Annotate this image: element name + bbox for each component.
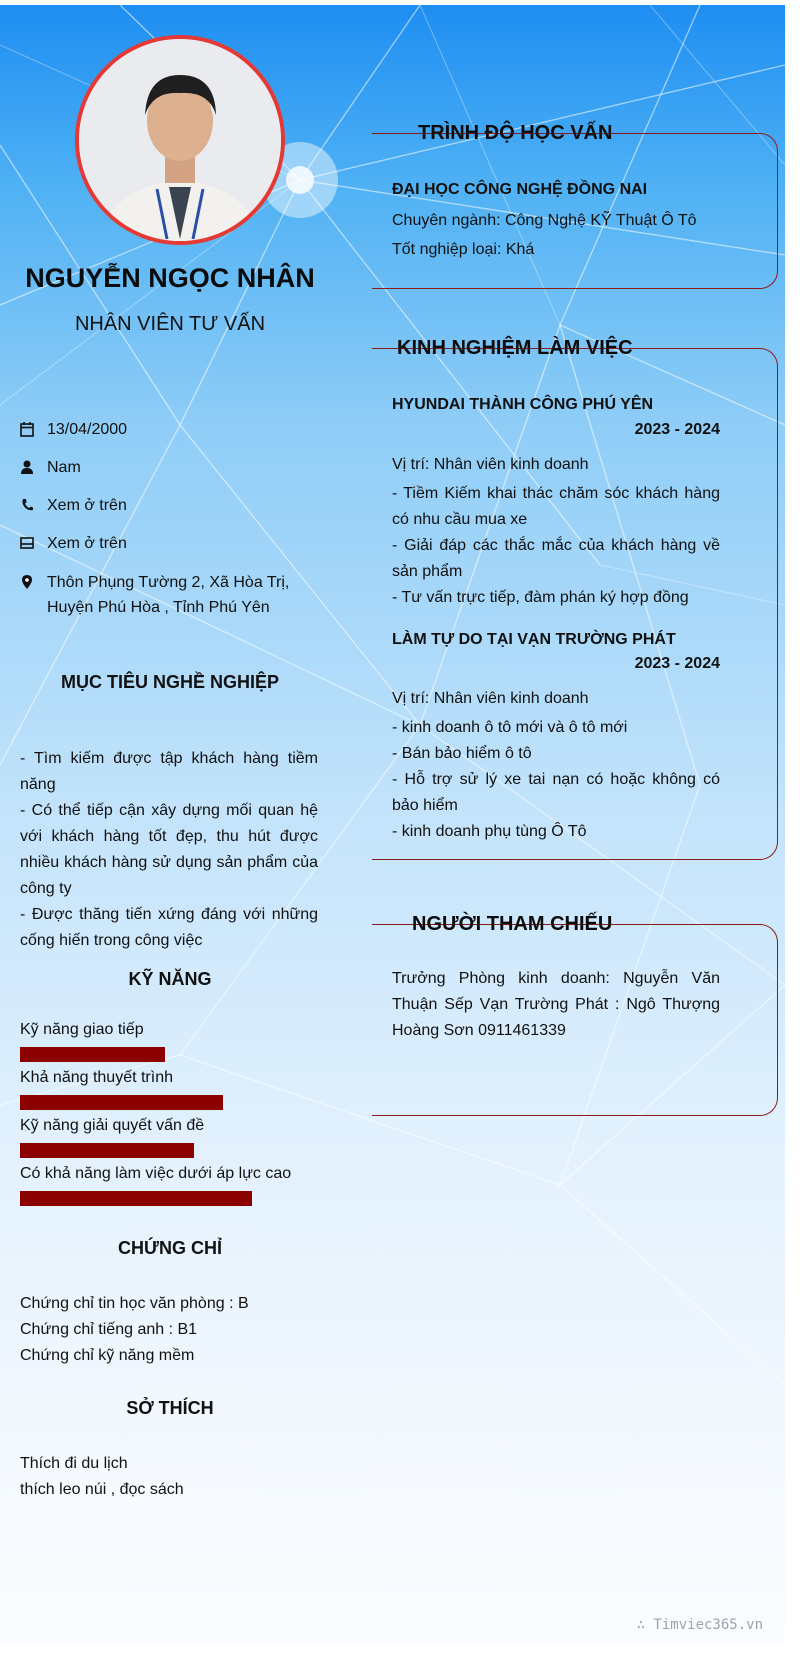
certificates-title: CHỨNG CHỈ <box>118 1238 222 1258</box>
job-duty: - Bán bảo hiểm ô tô <box>392 745 532 762</box>
certificates-list <box>20 1291 318 1369</box>
contact-value: Thôn Phụng Tường 2, Xã Hòa Trị, Huyện Phú Hòa , Tỉnh Phú Yên <box>47 574 290 616</box>
contact-value: Xem ở trên <box>47 535 127 552</box>
job-duty: - kinh doanh ô tô mới và ô tô mới <box>392 719 628 736</box>
job-duty: - Tiềm Kiếm khai thác chăm sóc khách hàng có nhu cầu mua xe <box>392 485 720 528</box>
job-company: HYUNDAI THÀNH CÔNG PHÚ YÊN <box>392 396 654 413</box>
contact-value: Xem ở trên <box>47 497 127 514</box>
job-duties <box>392 481 720 611</box>
skill-level-bar <box>20 1095 223 1110</box>
experience-title: KINH NGHIỆM LÀM VIỆC <box>397 337 633 359</box>
skill-label: Kỹ năng giải quyết vấn đề <box>20 1117 205 1134</box>
job-duty: - Tư vấn trực tiếp, đàm phán ký hợp đồng <box>392 589 689 606</box>
candidate-name: NGUYỄN NGỌC NHÂN <box>25 263 315 293</box>
location-icon <box>20 574 34 590</box>
job-position: Vị trí: Nhân viên kinh doanh <box>392 690 589 707</box>
certificate-item: Chứng chỉ kỹ năng mềm <box>20 1347 195 1364</box>
skill-label: Khả năng thuyết trình <box>20 1069 173 1086</box>
job-duty: - kinh doanh phụ tùng Ô Tô <box>392 823 587 840</box>
references-text: Trưởng Phòng kinh doanh: Nguyễn Văn Thuận Sếp Vạn Trường Phát : Ngô Thượng Hoàng Sơn 0911461339 <box>392 970 720 1039</box>
certificate-item: Chứng chỉ tin học văn phòng : B <box>20 1295 249 1312</box>
references-title: NGƯỜI THAM CHIẾU <box>412 913 613 935</box>
email-icon <box>20 535 34 551</box>
education-title: TRÌNH ĐỘ HỌC VẤN <box>418 122 613 144</box>
phone-icon <box>20 497 34 513</box>
hobbies-list <box>20 1451 318 1503</box>
certificate-item: Chứng chỉ tiếng anh : B1 <box>20 1321 198 1338</box>
skill-level-bar <box>20 1191 252 1206</box>
person-icon <box>20 459 34 475</box>
job-duty: - Hỗ trợ sử lý xe tai nạn có hoặc không có bảo hiểm <box>392 771 720 814</box>
skill-label: Có khả năng làm việc dưới áp lực cao <box>20 1165 292 1182</box>
objective-line: - Có thể tiếp cận xây dựng mối quan hệ với khách hàng tốt đẹp, thu hút được nhiều khách hàng sử dụng sản phẩm của công ty <box>20 802 318 897</box>
profile-photo <box>75 35 285 245</box>
hobbies-title: SỞ THÍCH <box>126 1398 214 1418</box>
candidate-job-title: NHÂN VIÊN TƯ VẤN <box>74 313 266 335</box>
objective-line: - Được thăng tiến xứng đáng với những cống hiến trong công việc <box>20 906 318 949</box>
skill-level-bar <box>20 1143 194 1158</box>
objective-title: MỤC TIÊU NGHỀ NGHIỆP <box>60 672 279 692</box>
objective-line: - Tìm kiếm được tập khách hàng tiềm năng <box>20 750 318 793</box>
job-company: LÀM TỰ DO TẠI VẠN TRƯỜNG PHÁT <box>392 631 676 648</box>
watermark: ∴ Timviec365.vn <box>636 1617 763 1633</box>
calendar-icon <box>20 421 34 437</box>
contact-value: Nam <box>47 459 81 476</box>
skills-title: KỸ NĂNG <box>128 969 212 989</box>
job-duty: - Giải đáp các thắc mắc của khách hàng về sản phẩm <box>392 537 720 580</box>
job-period: 2023 - 2024 <box>634 421 720 438</box>
hobby-item: Thích đi du lịch <box>20 1455 128 1472</box>
education-major: Chuyên ngành: Công Nghệ KỸ Thuật Ô Tô <box>392 212 697 229</box>
job-period: 2023 - 2024 <box>634 655 720 672</box>
job-position: Vị trí: Nhân viên kinh doanh <box>392 456 589 473</box>
cv-page <box>0 5 785 1645</box>
skill-label: Kỹ năng giao tiếp <box>20 1021 144 1038</box>
education-school: ĐẠI HỌC CÔNG NGHỆ ĐỒNG NAI <box>392 181 648 198</box>
hobby-item: thích leo núi , đọc sách <box>20 1481 184 1498</box>
skill-level-bar <box>20 1047 165 1062</box>
job-duties <box>392 715 720 845</box>
education-grade: Tốt nghiệp loại: Khá <box>392 241 535 258</box>
contact-value: 13/04/2000 <box>47 421 128 438</box>
objective-text <box>20 746 318 954</box>
